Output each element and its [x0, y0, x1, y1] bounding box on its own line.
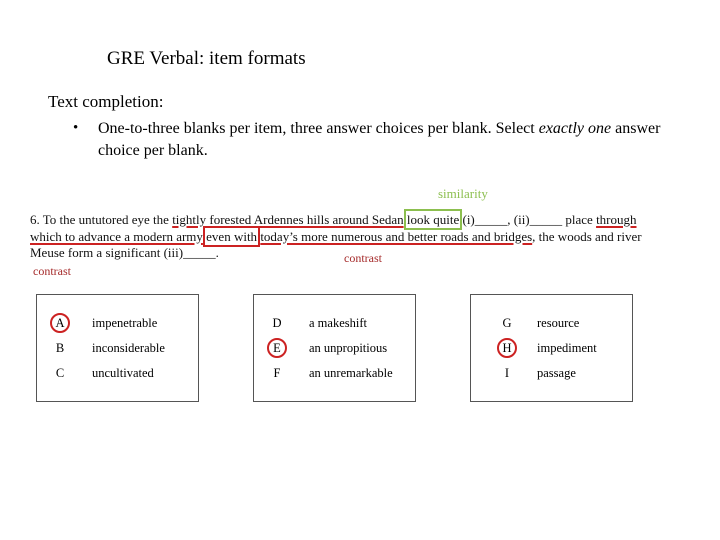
choice-letter: E: [267, 338, 287, 358]
choice-text: impenetrable: [92, 316, 158, 330]
annotation-similarity: similarity: [438, 186, 488, 201]
passage-part: 6. To the untutored eye the: [30, 212, 173, 227]
choice-letter: B: [55, 341, 65, 355]
annotation-contrast: contrast: [344, 251, 382, 265]
underlined-phrase: through which to advance a modern army: [30, 212, 637, 244]
bullet-marker: •: [73, 120, 79, 136]
choice-row[interactable]: [471, 315, 632, 335]
highlighted-phrase-similarity: look quite: [406, 212, 460, 227]
choice-letter: A: [50, 313, 70, 333]
choice-text: resource: [537, 316, 580, 330]
highlighted-phrase-contrast: even with: [206, 228, 258, 244]
bullet-text-emphasis: exactly one: [538, 120, 612, 137]
choice-text: an unpropitious: [309, 341, 388, 355]
annotation-contrast: contrast: [33, 264, 71, 278]
underlined-phrase: today’s more numerous and better roads and bridges: [260, 228, 533, 244]
page-title: GRE Verbal: item formats: [107, 48, 306, 69]
choice-letter: C: [55, 366, 65, 380]
choice-row[interactable]: [254, 315, 415, 335]
bullet-text-b: answer choice per blank.: [98, 120, 661, 159]
choice-row[interactable]: [37, 340, 198, 360]
passage-part: , the woods and river Meuse form a significant (iii)_____.: [30, 228, 642, 261]
choice-letter: F: [273, 366, 281, 380]
choice-text: impediment: [537, 341, 597, 355]
blank-ii-choices: [253, 294, 416, 402]
blank-iii-choices: [470, 294, 633, 402]
choice-letter: I: [504, 366, 510, 380]
section-heading: Text completion:: [48, 92, 164, 111]
choice-text: passage: [537, 366, 576, 380]
underlined-phrase: tightly forested Ardennes hills around Sedan: [172, 212, 404, 227]
choice-letter: H: [497, 338, 517, 358]
passage-part: (i)_____, (ii)_____ place: [459, 212, 597, 227]
choice-text: uncultivated: [92, 366, 154, 380]
blank-i-choices: [36, 294, 199, 402]
choice-row[interactable]: [471, 340, 632, 360]
choice-row[interactable]: [37, 365, 198, 385]
choice-letter: G: [502, 316, 512, 330]
choice-letter: D: [272, 316, 282, 330]
choice-text: an unremarkable: [309, 366, 393, 380]
choice-text: a makeshift: [309, 316, 367, 330]
bullet-text: [98, 118, 663, 162]
choice-row[interactable]: [254, 365, 415, 385]
choice-row[interactable]: [254, 340, 415, 360]
choice-row[interactable]: [471, 365, 632, 385]
bullet-text-a: One-to-three blanks per item, three answer choices per blank. Select: [98, 120, 539, 137]
choice-row[interactable]: [37, 315, 198, 335]
choice-text: inconsiderable: [92, 341, 165, 355]
